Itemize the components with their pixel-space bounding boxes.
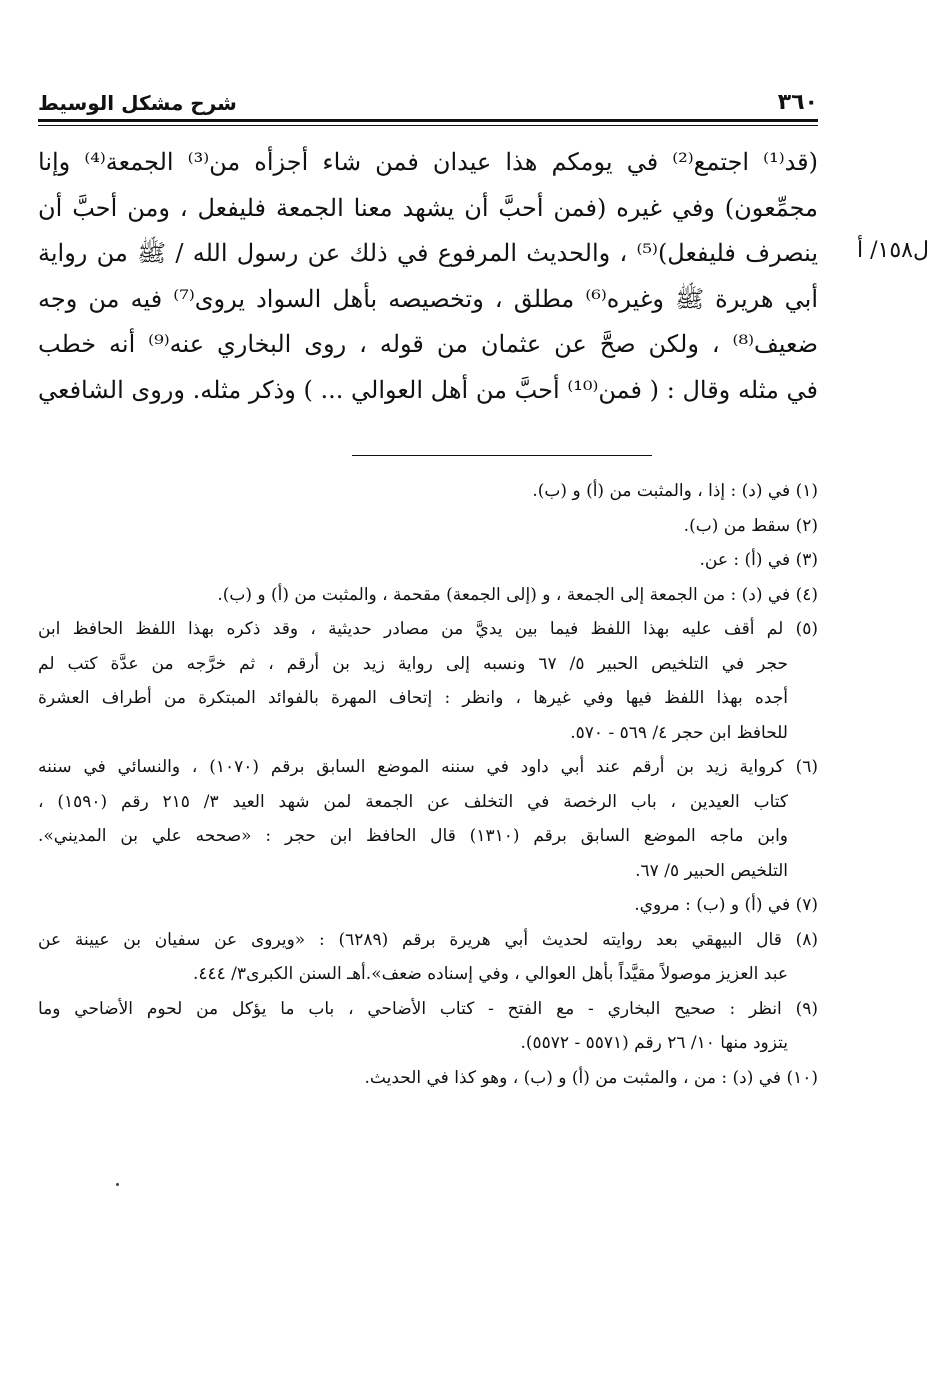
footnotes [38, 474, 818, 1095]
body-line: أبي هريرة ﷺ وغيره⁽⁶⁾ مطلق ، وتخصيصه بأهل السواد يروى⁽⁷⁾ فيه من وجه [38, 284, 818, 313]
footnote-line: (٢) سقط من (ب). [683, 515, 818, 536]
footnote-line: عبد العزيز موصولاً مقيَّداً بأهل العوالي ، وفي إسناده ضعف».أهـ السنن الكبرى٣/ ٤٤٤. [192, 964, 788, 984]
footnote-line: حجر في التلخيص الحبير ٥/ ٦٧ ونسبه إلى رواية زيد بن أرقم ، ثم خرَّجه من عدَّة كتب لم [38, 653, 789, 674]
body-line: في مثله وقال : ( فمن⁽¹⁰⁾ أحبَّ من أهل العوالي ... ) وذكر مثله. وروى الشافعي [38, 375, 818, 404]
footnote-line: للحافظ ابن حجر ٤/ ٥٦٩ - ٥٧٠. [570, 722, 788, 743]
footnote-line: أجده بهذا اللفظ فيها وفي غيرها ، وانظر : إتحاف المهرة بالفوائد المبتكرة من أطراف العشرة [38, 688, 788, 708]
footnote-line: وابن ماجه الموضع السابق برقم (١٣١٠) قال الحافظ ابن حجر : «صححه علي بن المديني». [38, 826, 789, 846]
main-text [38, 140, 818, 413]
footnote-line: (٧) في (أ) و (ب) : مروي. [634, 895, 818, 915]
footnote-line: (٣) في (أ) : عن. [699, 550, 818, 570]
body-line: مجمِّعون) وفي غيره (فمن أحبَّ أن يشهد معنا الجمعة فليفعل ، ومن أحبَّ أن [38, 193, 818, 222]
footnote-line: (٦) كرواية زيد بن أرقم عند أبي داود في سننه الموضع السابق برقم (١٠٧٠) ، والنسائي في سننه [38, 757, 818, 777]
body-line: (قد⁽¹⁾ اجتمع⁽²⁾ في يومكم هذا عيدان فمن شاء أجزأه من⁽³⁾ الجمعة⁽⁴⁾ وإنا [38, 148, 818, 176]
footnote-line: (٥) لم أقف عليه بهذا اللفظ فيما بين يديَّ من مصادر حديثية ، وقد ذكره بهذا اللفظ الحافظ ابن [38, 619, 818, 639]
footnote-line: التلخيص الحبير ٥/ ٦٧. [635, 860, 788, 881]
footnote-line: (١) في (د) : إذا ، والمثبت من (أ) و (ب). [532, 481, 818, 501]
footnote-separator [352, 455, 652, 456]
footnote-line: يتزود منها ١٠/ ٢٦ رقم (٥٥٧١ - ٥٥٧٢). [520, 1033, 788, 1053]
header-rule-thin [38, 125, 818, 126]
header-rule-thick [38, 119, 818, 122]
footnote-line: (٤) في (د) : من الجمعة إلى الجمعة ، و (إلى الجمعة) مقحمة ، والمثبت من (أ) و (ب). [217, 584, 818, 605]
footnote-line: (٨) قال البيهقي بعد روايته لحديث أبي هريرة برقم (٦٢٨٩) : «ويروى عن سفيان بن عيينة عن [38, 929, 818, 950]
footnote-line: كتاب العيدين ، باب الرخصة في التخلف عن الجمعة لمن شهد العيد ٣/ ٢١٥ رقم (١٥٩٠) ، [38, 791, 788, 812]
body-line: ضعيف⁽⁸⁾ ، ولكن صحَّ عن عثمان من قوله ، روى البخاري عنه⁽⁹⁾ أنه خطب [38, 330, 818, 358]
ink-speck [116, 1183, 119, 1186]
page-number: ٣٦٠ [777, 90, 818, 115]
page-header [38, 85, 818, 115]
footnote-line: (٩) انظر : صحيح البخاري - مع الفتح - كتاب الأضاحي ، باب ما يؤكل من لحوم الأضاحي وما [38, 998, 818, 1019]
book-page [38, 0, 818, 1375]
footnote-line: (١٠) في (د) : من ، والمثبت من (أ) و (ب) ، وهو كذا في الحديث. [364, 1067, 818, 1088]
manuscript-folio-note: ل١٥٨/ أ [857, 238, 929, 263]
running-title: شرح مشكل الوسيط [38, 91, 237, 115]
body-line: ينصرف فليفعل)⁽⁵⁾ ، والحديث المرفوع في ذلك عن رسول الله / ﷺ من رواية [38, 239, 818, 267]
